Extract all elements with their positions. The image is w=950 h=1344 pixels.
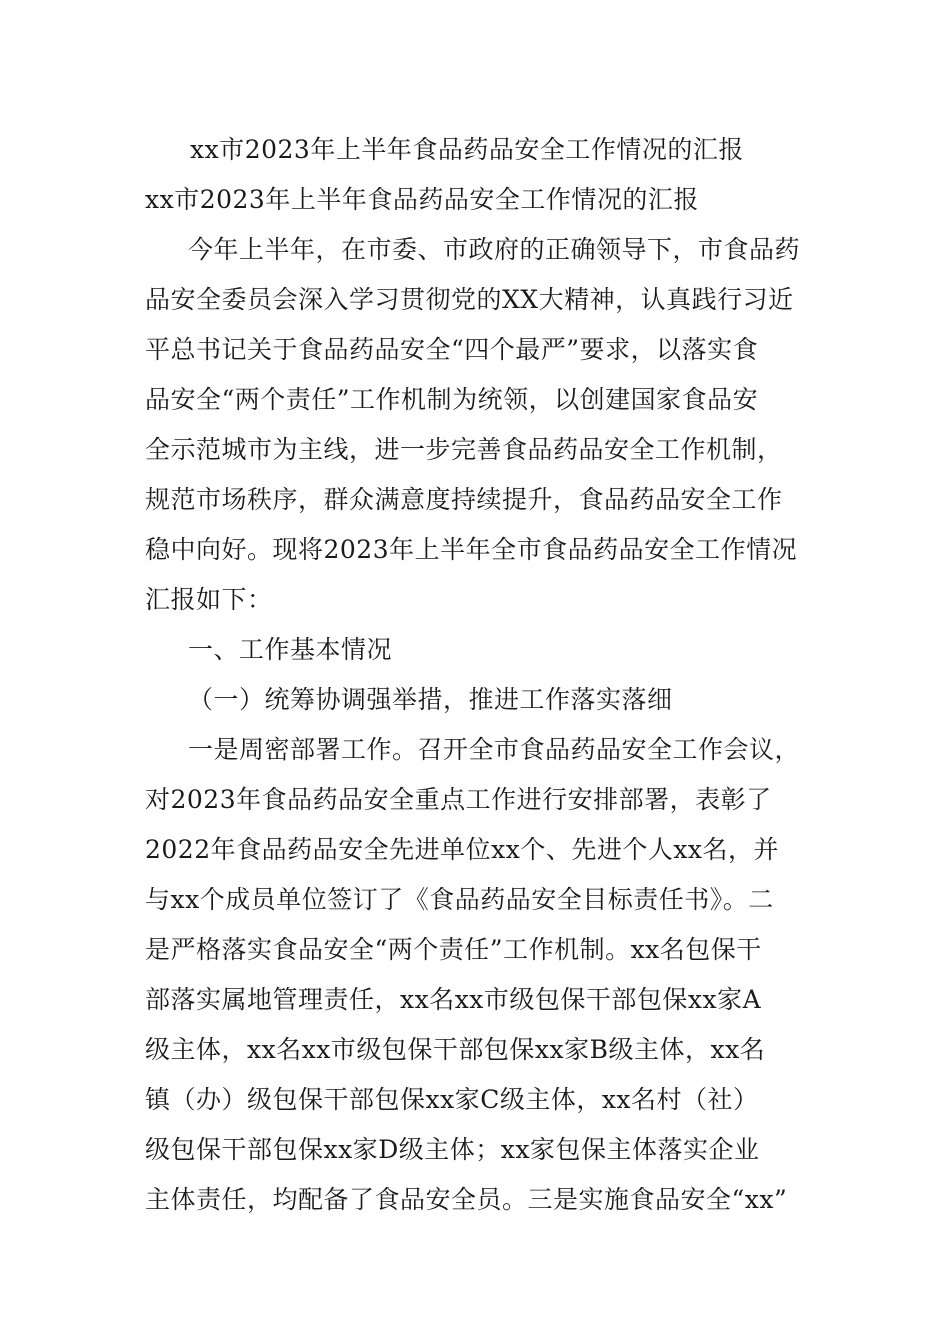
paragraph-line: 与xx个成员单位签订了《食品药品安全目标责任书》。二 — [145, 885, 774, 914]
paragraph-line: 全示范城市为主线，进一步完善食品药品安全工作机制， — [145, 435, 783, 464]
subsection-heading: （一）统筹协调强举措，推进工作落实落细 — [188, 685, 673, 714]
paragraph-line: 是严格落实食品安全“两个责任”工作机制。xx名包保干 — [145, 935, 762, 964]
paragraph-line: 规范市场秩序，群众满意度持续提升，食品药品安全工作 — [145, 485, 783, 514]
paragraph-line: 今年上半年，在市委、市政府的正确领导下，市食品药 — [188, 235, 801, 264]
document-subtitle: xx市2023年上半年食品药品安全工作情况的汇报 — [145, 185, 699, 214]
paragraph-line: 平总书记关于食品药品安全“四个最严”要求，以落实食 — [145, 335, 759, 364]
paragraph-line: 稳中向好。现将2023年上半年全市食品药品安全工作情况 — [145, 535, 798, 564]
paragraph-line: 品安全“两个责任”工作机制为统领，以创建国家食品安 — [145, 385, 759, 414]
document-title: xx市2023年上半年食品药品安全工作情况的汇报 — [190, 135, 744, 164]
paragraph-line: 部落实属地管理责任，xx名xx市级包保干部包保xx家A — [145, 985, 762, 1014]
paragraph-line: 一是周密部署工作。召开全市食品药品安全工作会议， — [188, 735, 801, 764]
section-heading: 一、工作基本情况 — [188, 635, 393, 664]
paragraph-line: 对2023年食品药品安全重点工作进行安排部署，表彰了 — [145, 785, 772, 814]
paragraph-line: 2022年食品药品安全先进单位xx个、先进个人xx名，并 — [145, 835, 780, 864]
paragraph-line: 级主体，xx名xx市级包保干部包保xx家B级主体，xx名 — [145, 1035, 766, 1064]
paragraph-line: 镇（办）级包保干部包保xx家C级主体，xx名村（社） — [145, 1085, 759, 1114]
paragraph-line: 品安全委员会深入学习贯彻党的XX大精神，认真践行习近 — [145, 285, 794, 314]
paragraph-line: 汇报如下： — [145, 585, 273, 614]
paragraph-line: 主体责任，均配备了食品安全员。三是实施食品安全“xx” — [145, 1185, 788, 1214]
paragraph-line: 级包保干部包保xx家D级主体；xx家包保主体落实企业 — [145, 1135, 760, 1164]
